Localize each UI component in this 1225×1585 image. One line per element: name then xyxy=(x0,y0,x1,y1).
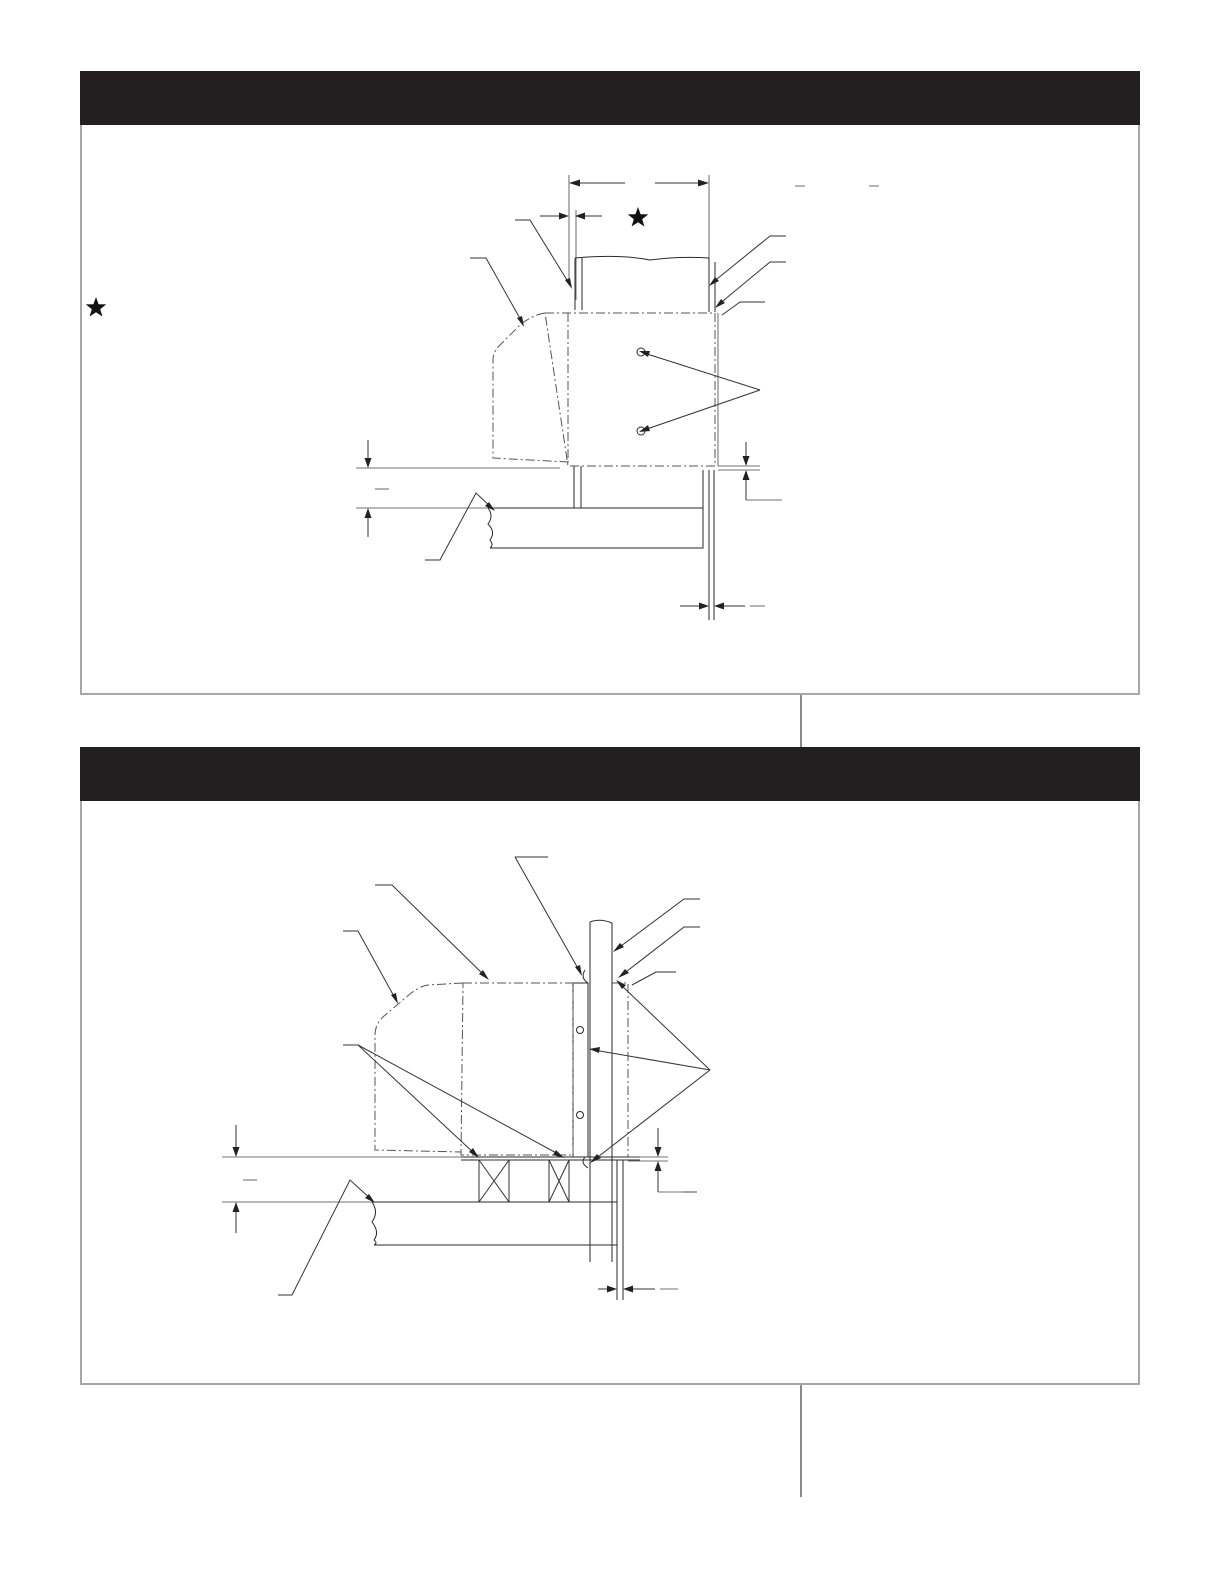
bottom-diagram xyxy=(222,857,710,1300)
top-diagram xyxy=(86,175,879,620)
blocking-spacers xyxy=(479,1160,569,1202)
wall-thickness-dimension-top xyxy=(680,603,765,610)
wall-thickness-dimension-bottom xyxy=(598,1286,678,1293)
ceiling-member-bottom xyxy=(222,1157,617,1245)
ceiling-member-top xyxy=(356,468,703,548)
vertical-dimension-left-bottom xyxy=(233,1125,258,1233)
vertical-dimension-left-top xyxy=(365,440,390,537)
wall-section-bottom xyxy=(590,920,623,1300)
wall-below-top xyxy=(574,466,714,620)
callout-leaders-top xyxy=(425,220,786,560)
width-dimension xyxy=(569,175,879,285)
gap-dimension-right-top xyxy=(718,442,782,500)
wall-section-top xyxy=(575,256,715,312)
unit-body-top xyxy=(493,313,718,466)
unit-body-bottom xyxy=(375,983,640,1160)
star-icon xyxy=(86,297,107,317)
star-icon xyxy=(628,207,649,227)
mounting-frame-bottom xyxy=(573,970,628,1168)
callout-leaders-bottom xyxy=(278,857,710,1295)
